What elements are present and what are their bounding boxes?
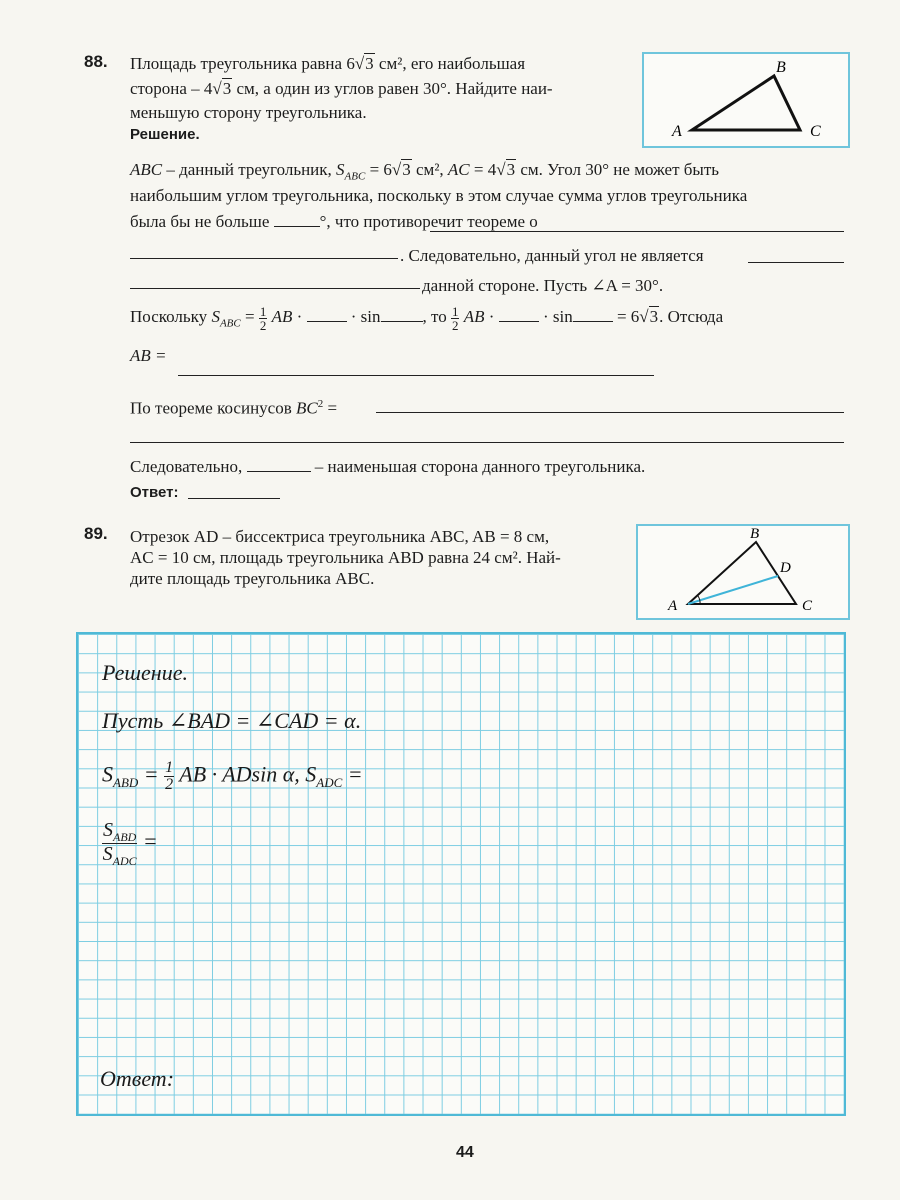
solution-88-line-5: данной стороне. Пусть ∠A = 30°. — [422, 276, 664, 295]
problem-88-line-3: меньшую сторону треугольника. — [130, 103, 367, 122]
half-fraction: $\frac{1}{2}$ — [259, 303, 267, 333]
vertex-b-89-label: B — [750, 526, 760, 542]
smallest-side-blank[interactable] — [247, 455, 311, 472]
solution-label-88: Решение. — [130, 126, 200, 143]
solution-88-line-6: Поскольку $S_{ABC}$ = $\frac{1}{2}$ AB · · sin , то $\frac{1}{2}$ AB · · sin = 6√3. Отсюда — [130, 303, 724, 333]
triangle-abc-shape — [692, 76, 800, 130]
vertex-c-89-label: C — [802, 598, 813, 614]
bc-squared-blank[interactable] — [376, 412, 844, 413]
solution-88-line-9: Следовательно, – наименьшая сторона данного треугольника. — [130, 457, 646, 476]
half-fraction-2: $\frac{1}{2}$ — [451, 303, 459, 333]
solution-88-line-4: . Следовательно, данный угол не является — [400, 246, 704, 265]
side-blank-2[interactable] — [499, 305, 539, 322]
answer-88-blank[interactable] — [188, 498, 280, 499]
sin-blank-1[interactable] — [381, 305, 423, 322]
handwritten-solution-title: Решение. — [102, 660, 188, 685]
solution-88-line-7: AB = — [130, 346, 167, 365]
line-4-blank-left[interactable] — [130, 258, 398, 259]
problem-89-line-3: дите площадь треугольника ABC. — [130, 569, 375, 588]
handwritten-answer-label: Ответ: — [100, 1066, 175, 1091]
vertex-a-label: A — [672, 123, 682, 140]
vertex-b-label: B — [776, 59, 786, 76]
vertex-a-89-label: A — [668, 598, 678, 614]
sin-blank-2[interactable] — [573, 305, 613, 322]
figure-89-triangle — [636, 524, 850, 620]
line-4-blank-right[interactable] — [748, 262, 844, 263]
line-5-blank[interactable] — [130, 288, 420, 289]
handwritten-area-formula: $S_{ABD}$ = $\frac{1}{2}$ AB · ADsin α, $S_{ADC}$ = — [102, 759, 363, 793]
answer-label-88: Ответ: — [130, 484, 179, 501]
graph-paper-work-area[interactable] — [76, 632, 846, 1116]
solution-88-line-2: наибольшим углом треугольника, поскольку в этом случае сумма углов треугольника — [130, 186, 748, 205]
solution-88-line-3: была бы не больше °, что противоречит теореме о — [130, 212, 538, 231]
problem-89-line-2: AC = 10 см, площадь треугольника ABD равна 24 см². Най- — [130, 548, 561, 567]
theorem-blank[interactable] — [430, 231, 844, 232]
vertex-c-label: C — [810, 123, 821, 140]
figure-88-triangle — [642, 52, 850, 148]
page-number: 44 — [456, 1144, 474, 1161]
solution-88-line-1: ABC – данный треугольник, $S_{ABC} = 6√3$ см², AC = 4√3 см. Угол 30° не может быть — [130, 160, 720, 183]
handwritten-half: $\frac{1}{2}$ — [165, 759, 174, 793]
problem-89-number: 89. — [84, 524, 108, 543]
degree-blank[interactable] — [274, 210, 320, 227]
handwritten-ratio: $\frac{S_{ABD}}{S_{ADC}}$ = — [102, 819, 158, 868]
ratio-fraction: $\frac{S_{ABD}}{S_{ADC}}$ — [102, 819, 137, 868]
ab-blank[interactable] — [178, 375, 654, 376]
problem-88-line-2: сторона – 4√3 см, а один из углов равен 30°. Найдите наи- — [130, 79, 553, 98]
side-blank-1[interactable] — [307, 305, 347, 322]
triangle-abc-bisector-figure — [638, 526, 848, 618]
bisector-ad-line — [688, 576, 778, 604]
bc-squared-blank-2[interactable] — [130, 442, 844, 443]
solution-88-line-8: По теореме косинусов $BC^2$ = — [130, 398, 338, 418]
point-d-label: D — [780, 560, 791, 576]
handwritten-let-line: Пусть ∠BAD = ∠CAD = α. — [102, 708, 362, 733]
problem-88-number: 88. — [84, 52, 108, 71]
problem-89-line-1: Отрезок AD – биссектриса треугольника ABC, AB = 8 см, — [130, 527, 550, 546]
triangle-abc-figure — [644, 54, 848, 146]
problem-88-line-1: Площадь треугольника равна 6√3 см², его наибольшая — [130, 54, 526, 73]
